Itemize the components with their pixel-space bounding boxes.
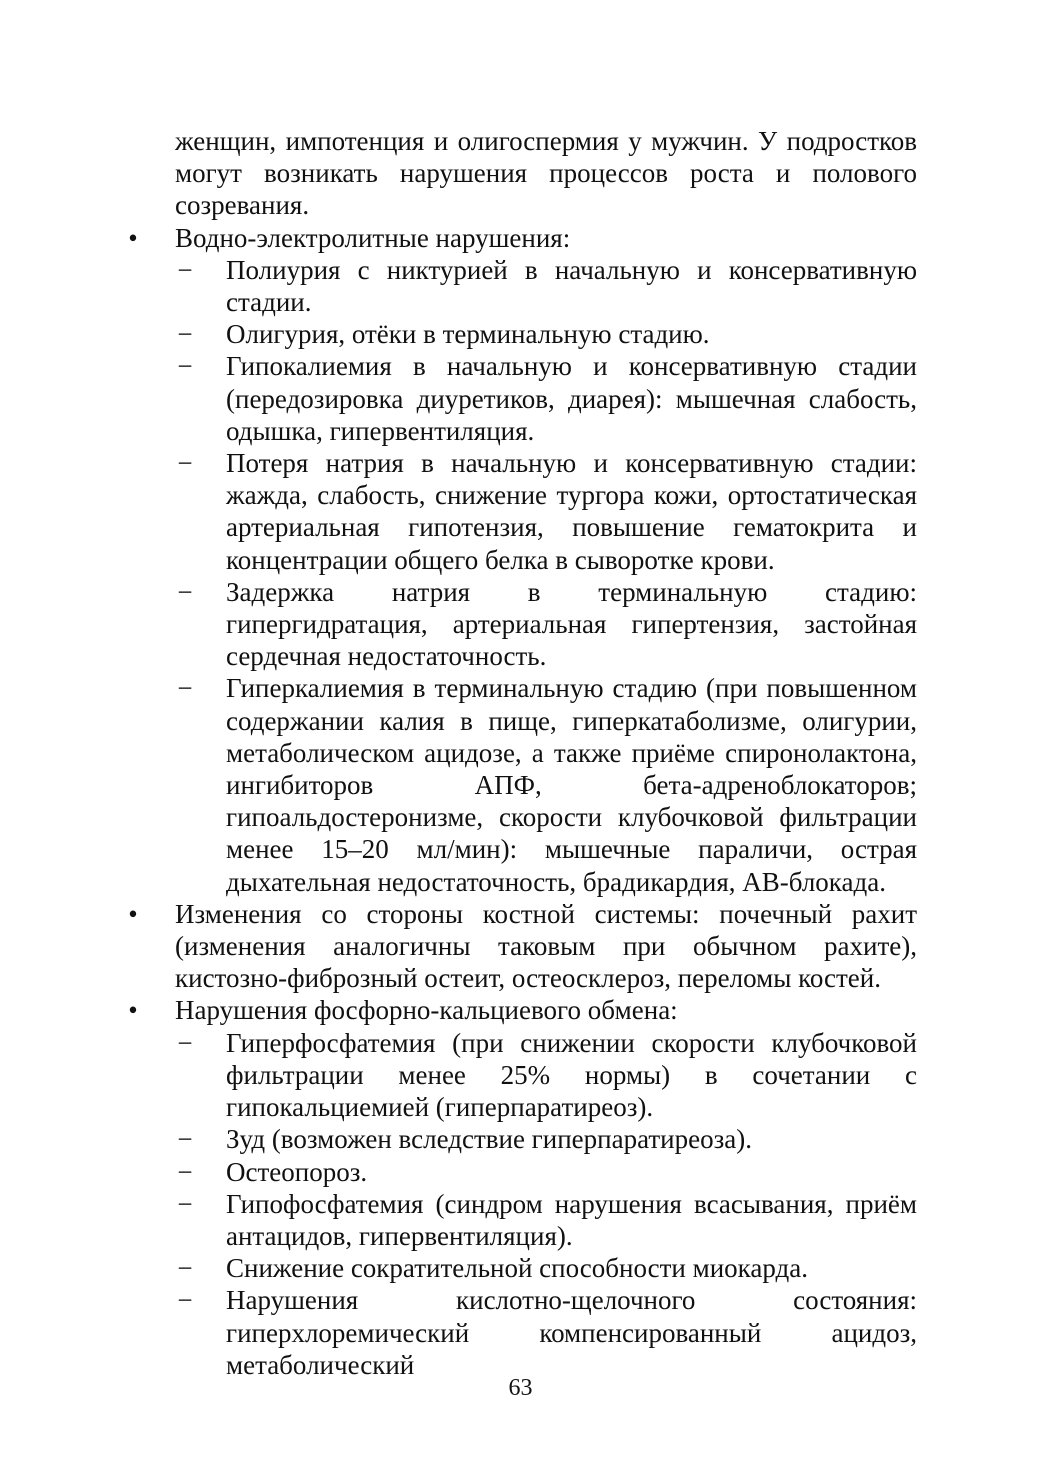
dash-item-text: Нарушения кислотно-щелочного состояния: гиперхлоремический компенсированный ацидоз, метаболический — [226, 1285, 917, 1380]
bullet-marker: • — [128, 898, 138, 929]
dash-marker: − — [177, 1027, 193, 1058]
dash-marker: − — [177, 1188, 193, 1219]
dash-item-text: Олигурия, отёки в терминальную стадию. — [226, 319, 710, 350]
dash-item-text: Гиперфосфатемия (при снижении скорости клубочковой фильтрации менее 25% нормы) в сочетании с гипокальциемией (гиперпаратиреоз). — [226, 1027, 917, 1123]
dash-marker: − — [177, 448, 193, 479]
dash-item — [177, 1027, 917, 1124]
dash-item — [177, 1156, 917, 1188]
dash-item-text: Остеопороз. — [226, 1156, 368, 1187]
dash-marker: − — [177, 576, 193, 607]
dash-marker: − — [177, 673, 193, 704]
dash-marker: − — [177, 1156, 193, 1187]
intro-paragraph: женщин, импотенция и олигоспермия у мужчин. У подростков могут возникать нарушения процессов роста и полового созревания. — [175, 126, 917, 221]
dash-marker: − — [177, 1285, 193, 1316]
page-number: 63 — [508, 1375, 533, 1401]
dash-marker: − — [177, 1253, 193, 1284]
bullet-marker: • — [128, 222, 138, 253]
dash-item — [177, 318, 917, 350]
dash-marker: − — [177, 319, 193, 350]
dash-list — [175, 1027, 917, 1381]
dash-item-text: Гипофосфатемия (синдром нарушения всасывания, приём антацидов, гипервентиляция). — [226, 1188, 917, 1251]
bullet-heading: Водно-электролитные нарушения: — [175, 222, 571, 253]
dash-item-text: Полиурия с никтурией в начальную и консервативную стадии. — [226, 254, 917, 318]
bullet-item-bone-system — [128, 898, 917, 995]
bullet-heading: Нарушения фосфорно-кальциевого обмена: — [175, 995, 678, 1026]
dash-list — [175, 254, 917, 898]
dash-item — [177, 576, 917, 673]
dash-marker: − — [177, 1124, 193, 1155]
dash-item-text: Снижение сократительной способности миокарда. — [226, 1253, 808, 1284]
dash-item — [177, 1252, 917, 1284]
dash-item — [177, 672, 917, 897]
bullet-list — [128, 222, 917, 1381]
dash-item — [177, 1188, 917, 1252]
dash-item — [177, 350, 917, 447]
dash-item-text: Зуд (возможен вследствие гиперпаратиреоза). — [226, 1124, 752, 1155]
bullet-heading: Изменения со стороны костной системы: почечный рахит (изменения аналогичны таковым при обычном рахите), кистозно-фиброзный остеит, остеосклероз, переломы костей. — [175, 898, 917, 994]
dash-item — [177, 1284, 917, 1381]
dash-item-text: Задержка натрия в терминальную стадию: гипергидратация, артериальная гипертензия, застойная сердечная недостаточность. — [226, 576, 917, 672]
page-body — [128, 125, 917, 1381]
bullet-marker: • — [128, 995, 138, 1026]
dash-item-text: Потеря натрия в начальную и консервативную стадии: жажда, слабость, снижение тургора кожи, ортостатическая артериальная гипотензия, повышение гематокрита и концентрации общего белка в сыворотке крови. — [226, 448, 917, 575]
bullet-item-phosphorus-calcium — [128, 994, 917, 1380]
dash-item-text: Гипокалиемия в начальную и консервативную стадии (передозировка диуретиков, диарея): мышечная слабость, одышка, гипервентиляция. — [226, 351, 917, 446]
dash-marker: − — [177, 254, 193, 285]
dash-marker: − — [177, 351, 193, 382]
dash-item — [177, 254, 917, 318]
bullet-item-water-electrolyte — [128, 222, 917, 898]
dash-item-text: Гиперкалиемия в терминальную стадию (при повышенном содержании калия в пище, гиперкатаболизме, олигурии, метаболическом ацидозе, а также приёме спиронолактона, ингибиторов АПФ, бета-адреноблокаторов; гипоальдостеронизме, скорости клубочковой фильтрации менее 15–20 мл/мин): мышечные параличи, острая дыхательная недостаточность, брадикардия, АВ-блокада. — [226, 673, 917, 897]
dash-item — [177, 1123, 917, 1155]
dash-item — [177, 447, 917, 576]
